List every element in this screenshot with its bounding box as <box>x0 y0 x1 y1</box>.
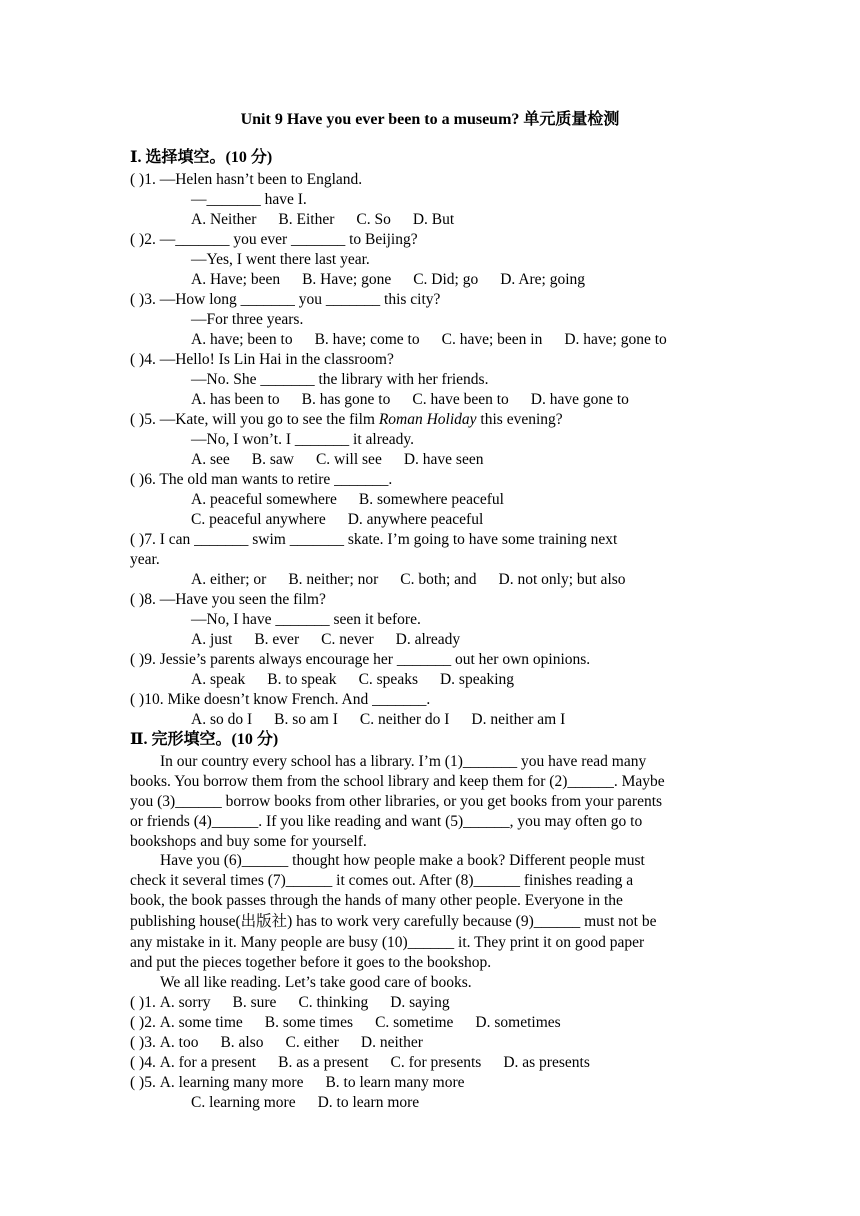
option: D. saying <box>390 994 450 1011</box>
cloze-question-5 <box>130 1073 465 1093</box>
option: C. have been to <box>412 391 509 408</box>
q5-line2: —No, I won’t. I _______ it already. <box>191 431 414 448</box>
option: A. see <box>191 451 230 468</box>
q5-options <box>191 450 483 470</box>
question-number: ( )3. <box>130 1034 156 1051</box>
option: C. Did; go <box>413 271 479 288</box>
option: C. have; been in <box>441 331 543 348</box>
option: D. But <box>412 211 455 228</box>
q4-stem: ( )4. —Hello! Is Lin Hai in the classroom? <box>130 351 394 368</box>
option: B. Have; gone <box>302 271 392 288</box>
option: C. either <box>285 1034 339 1051</box>
option: D. have seen <box>403 451 484 468</box>
option: C. learning more <box>191 1094 296 1111</box>
option: A. so do I <box>191 711 253 728</box>
question-number: ( )1. <box>130 994 156 1011</box>
passage-line: In our country every school has a library. I’m (1)_______ you have read many <box>160 753 647 770</box>
option: D. speaking <box>439 671 515 688</box>
q2-line2: —Yes, I went there last year. <box>191 251 370 268</box>
option: A. just <box>191 631 233 648</box>
option: D. to learn more <box>317 1094 420 1111</box>
passage-line: check it several times (7)______ it comes out. After (8)______ finishes reading a <box>130 872 634 889</box>
option: C. sometime <box>375 1014 454 1031</box>
passage-line: book, the book passes through the hands of many other people. Everyone in the <box>130 892 623 909</box>
option: C. both; and <box>400 571 477 588</box>
passage-line: you (3)______ borrow books from other libraries, or you get books from your parents <box>130 793 663 810</box>
option: D. have; gone to <box>564 331 667 348</box>
q1-stem: ( )1. —Helen hasn’t been to England. <box>130 171 363 188</box>
option: C. So <box>356 211 391 228</box>
section-1-heading: Ⅰ. 选择填空。(10 分) <box>130 149 273 166</box>
question-number: ( )4. <box>130 1054 156 1071</box>
question-number: ( )2. <box>130 1014 156 1031</box>
section-2-heading: Ⅱ. 完形填空。(10 分) <box>130 731 279 748</box>
option: A. for a present <box>159 1054 257 1071</box>
option: C. for presents <box>390 1054 482 1071</box>
q8-stem: ( )8. —Have you seen the film? <box>130 591 326 608</box>
option: D. have gone to <box>530 391 629 408</box>
option: B. have; come to <box>314 331 420 348</box>
option: B. Either <box>278 211 335 228</box>
q7-options <box>191 570 626 590</box>
option: A. has been to <box>191 391 280 408</box>
option: B. sure <box>232 994 277 1011</box>
option: B. to learn many more <box>325 1074 465 1091</box>
q4-line2: —No. She _______ the library with her friends. <box>191 371 489 388</box>
option: D. Are; going <box>500 271 586 288</box>
cloze-question-1 <box>130 993 450 1013</box>
option: D. neither am I <box>471 711 566 728</box>
option: D. as presents <box>503 1054 590 1071</box>
option: D. already <box>395 631 461 648</box>
q5-stem-text: ( )5. —Kate, will you go to see the film <box>130 411 379 428</box>
cloze-question-5-row2 <box>191 1093 419 1113</box>
q3-line2: —For three years. <box>191 311 304 328</box>
option: B. as a present <box>278 1054 369 1071</box>
passage-line: and put the pieces together before it goes to the bookshop. <box>130 954 492 971</box>
option: B. also <box>220 1034 264 1051</box>
passage-line: books. You borrow them from the school library and keep them for (2)______. Maybe <box>130 773 665 790</box>
passage-line: bookshops and buy some for yourself. <box>130 833 367 850</box>
q7-stem-cont: year. <box>130 551 160 568</box>
option: C. peaceful anywhere <box>191 511 326 528</box>
option: D. neither <box>360 1034 423 1051</box>
option: B. some times <box>264 1014 354 1031</box>
film-title: Roman Holiday <box>378 411 477 428</box>
option: B. so am I <box>274 711 338 728</box>
q2-options <box>191 270 585 290</box>
option: D. not only; but also <box>498 571 626 588</box>
option: A. some time <box>159 1014 243 1031</box>
q9-stem: ( )9. Jessie’s parents always encourage her _______ out her own opinions. <box>130 651 591 668</box>
cloze-question-4 <box>130 1053 590 1073</box>
q2-stem: ( )2. —_______ you ever _______ to Beijing? <box>130 231 418 248</box>
passage-line: publishing house(出版社) has to work very carefully because (9)______ must not be <box>130 913 657 930</box>
q8-options <box>191 630 460 650</box>
option: A. sorry <box>159 994 211 1011</box>
q3-options <box>191 330 667 350</box>
q10-options <box>191 710 565 730</box>
q1-line2: —_______ have I. <box>191 191 307 208</box>
passage-line: or friends (4)______. If you like reading and want (5)______, you may often go to <box>130 813 643 830</box>
option: A. Neither <box>191 211 257 228</box>
passage-line: We all like reading. Let’s take good care of books. <box>160 974 472 991</box>
passage-line: any mistake in it. Many people are busy (10)______ it. They print it on good paper <box>130 934 645 951</box>
option: C. will see <box>315 451 382 468</box>
q5-stem <box>130 410 563 430</box>
q10-stem: ( )10. Mike doesn’t know French. And _______. <box>130 691 431 708</box>
option: D. sometimes <box>475 1014 561 1031</box>
option: D. anywhere peaceful <box>347 511 484 528</box>
option: C. thinking <box>298 994 369 1011</box>
q3-stem: ( )3. —How long _______ you _______ this city? <box>130 291 441 308</box>
option: B. neither; nor <box>288 571 379 588</box>
question-number: ( )5. <box>130 1074 156 1091</box>
q6-options-row2 <box>191 510 483 530</box>
passage-line: Have you (6)______ thought how people make a book? Different people must <box>160 852 645 869</box>
option: B. has gone to <box>301 391 391 408</box>
page-title: Unit 9 Have you ever been to a museum? 单元质量检测 <box>240 111 620 128</box>
option: A. either; or <box>191 571 267 588</box>
option: C. never <box>321 631 374 648</box>
option: A. learning many more <box>159 1074 304 1091</box>
option: B. to speak <box>267 671 337 688</box>
option: C. neither do I <box>359 711 450 728</box>
cloze-question-3 <box>130 1033 423 1053</box>
q6-stem: ( )6. The old man wants to retire _______. <box>130 471 393 488</box>
option: A. Have; been <box>191 271 281 288</box>
q4-options <box>191 390 629 410</box>
option: B. ever <box>254 631 300 648</box>
q9-options <box>191 670 514 690</box>
q7-stem: ( )7. I can _______ swim _______ skate. I’m going to have some training next <box>130 531 618 548</box>
option: A. speak <box>191 671 246 688</box>
option: A. have; been to <box>191 331 293 348</box>
option: B. saw <box>251 451 294 468</box>
q1-options <box>191 210 454 230</box>
cloze-question-2 <box>130 1013 561 1033</box>
q6-options-row1 <box>191 490 504 510</box>
q5-stem-text-end: this evening? <box>476 411 563 428</box>
option: C. speaks <box>358 671 418 688</box>
option: A. peaceful somewhere <box>191 491 337 508</box>
q8-line2: —No, I have _______ seen it before. <box>191 611 421 628</box>
option: A. too <box>159 1034 199 1051</box>
option: B. somewhere peaceful <box>358 491 504 508</box>
